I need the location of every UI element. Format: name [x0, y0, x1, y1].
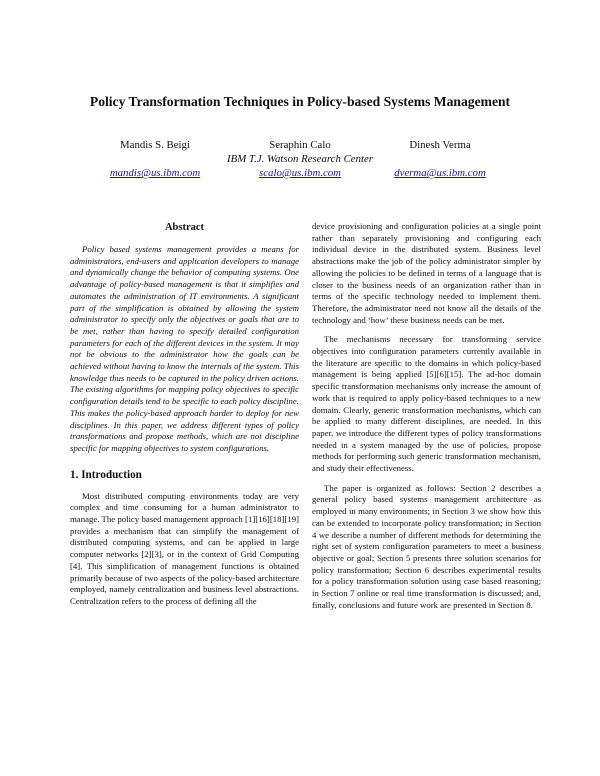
author-email-beigi[interactable]: mandis@us.ibm.com [109, 167, 201, 179]
paragraph-gap [312, 475, 541, 483]
intro-paragraph-4: The paper is organized as follows: Section 2 describes a general policy based systems management architecture as employed in many environments; in Section 3 we show how this can be extended to incorporate policy transformation; in Section 4 we describe a number of different methods for determining the right set of system configuration parameters to meet a business objective or goal; Section 5 presents three solution scenarios for policy transformation; Section 6 describes experimental results for a policy transformation solution using case based reasoning; in Section 7 online or real time transformation is discussed; and, finally, conclusions and future work are presented in Section 8. [312, 482, 541, 610]
author-affiliation: IBM T.J. Watson Research Center [227, 153, 373, 165]
author-email-verma[interactable]: dverma@us.ibm.com [394, 167, 486, 179]
author-name-beigi: Mandis S. Beigi [120, 139, 190, 151]
abstract-heading: Abstract [164, 222, 205, 233]
author-name-verma: Dinesh Verma [409, 139, 471, 151]
abstract-text: Policy based systems management provides a means for administrators, end-users and application developers to manage and dynamically change the behavior of computing systems. One advantage of policy-based management is that it simplifies and automates the administration of IT environments. A significant part of the simplification is obtained by allowing the system administrator to specify only the objectives or goals that are to be met, rather than having to specify detailed configuration parameters for each of the different devices in the system. It may not be obvious to the administrator how the goals can be achieved without having to know the internals of the system. This knowledge thus needs to be captured in the policy driven actions. The existing algorithms for mapping policy objectives to specific configuration details tend to be specific to each policy discipline. This makes the policy-based approach harder to deploy for new disciplines. In this paper, we address different types of policy transformations and propose methods, which are not discipline specific for mapping objectives to system configurations. [70, 244, 299, 453]
paragraph-gap [312, 326, 541, 334]
left-column [70, 221, 299, 608]
intro-paragraph-2: device provisioning and configuration policies at a single point rather than separately provisioning and configuring each individual device in the distributed system. Business level abstractions make the job of the policy administrator simpler by allowing the policies to be defined in terms of a language that is closer to the business needs of an organization rather than in terms of the specific technology needed to implement them. Therefore, the administrator need not know all the details of the technology and ‘how’ these business needs can be met. [312, 221, 541, 325]
paper-title: Policy Transformation Techniques in Policy-based Systems Management [89, 94, 511, 109]
intro-paragraph-1: Most distributed computing environments today are very complex and time consuming for a human administrator to manage. The policy based management approach [1][16][18][19] provides a mechanism that can simplify the management of distributed computing systems, and can be applied in large computer networks [2][3], or in the context of Grid Computing [4]. This simplification of management functions is obtained primarily because of two aspects of the policy-based architecture employed, namely centralization and business level abstractions. Centralization refers to the process of defining all the [70, 490, 299, 606]
intro-paragraph-3: The mechanisms necessary for transforming service objectives into configuration parameters currently available in the literature are specific to the domains in which policy-based management is being applied [5][6][15]. The ad-hoc domain specific transformation mechanisms only increase the amount of work that is required to apply policy-based techniques to a new domain. Clearly, generic transformation mechanisms, which can be applied to many different disciplines, are needed. In this paper, we introduce the different types of policy transformations needed in a system managed by the use of policies, propose methods for performing such generic transformation mechanism, and study their effectiveness. [312, 334, 541, 474]
right-column [312, 221, 541, 612]
section-heading-introduction: 1. Introduction [70, 468, 142, 481]
author-email-calo[interactable]: scalo@us.ibm.com [259, 167, 341, 179]
author-name-calo: Seraphin Calo [269, 139, 331, 151]
